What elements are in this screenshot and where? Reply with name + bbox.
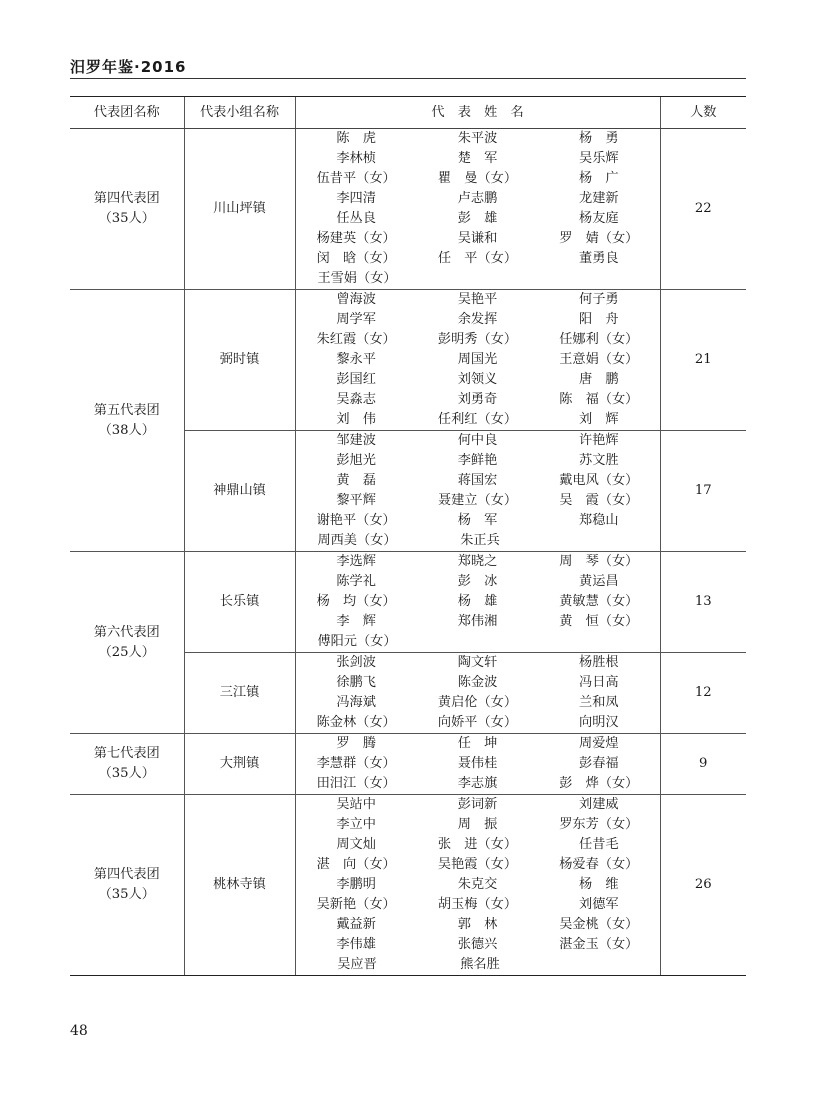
delegate-name: 唐 鹏 [579, 372, 619, 387]
names-line [296, 431, 660, 451]
page-number: 48 [70, 1023, 88, 1039]
delegate-names-cell [295, 290, 660, 431]
names-line [296, 269, 660, 289]
delegate-name: 刘 伟 [336, 412, 376, 427]
delegate-name: 黎永平 [336, 352, 376, 367]
delegate-count-cell: 26 [660, 795, 746, 976]
delegate-name: 彭 冰 [457, 574, 498, 589]
names-line [296, 895, 660, 915]
group-name-cell: 大荆镇 [184, 734, 295, 795]
delegate-name: 董勇良 [579, 251, 619, 266]
delegate-name: 田汨江（女） [316, 776, 396, 791]
delegate-name: 刘领义 [457, 372, 498, 387]
delegate-count-cell: 17 [660, 431, 746, 552]
delegate-name: 傅阳元（女） [317, 634, 397, 649]
delegate-name: 朱克交 [457, 877, 498, 892]
names-line [296, 734, 660, 754]
names-line [296, 875, 660, 895]
delegate-name: 杨 勇 [579, 131, 619, 146]
names-line [296, 471, 660, 491]
delegate-name: 黄 磊 [336, 473, 376, 488]
delegate-name: 郑晓之 [457, 554, 498, 569]
delegate-name: 任 坤 [457, 736, 498, 751]
delegation-size: （35人） [98, 766, 155, 781]
delegate-name: 伍昔平（女） [316, 171, 396, 186]
names-line [296, 673, 660, 693]
delegate-names-cell [295, 552, 660, 653]
names-line [296, 209, 660, 229]
delegate-names-cell [295, 129, 660, 290]
delegate-name: 朱正兵 [460, 533, 500, 548]
delegate-name: 周爱煌 [579, 736, 619, 751]
delegation-size: （35人） [98, 211, 155, 226]
delegate-name: 聂伟桂 [457, 756, 498, 771]
delegate-name: 吴 霞（女） [559, 493, 639, 508]
group-name-cell: 桃林寺镇 [184, 795, 295, 976]
names-line [296, 511, 660, 531]
delegate-name: 杨 维 [579, 877, 619, 892]
names-line [296, 855, 660, 875]
delegate-name: 湛 向（女） [316, 857, 396, 872]
delegate-name: 龙建新 [579, 191, 619, 206]
names-line [296, 129, 660, 149]
names-line [296, 451, 660, 471]
delegation-size: （25人） [98, 644, 155, 660]
names-line [296, 552, 660, 572]
group-name-cell: 神鼎山镇 [184, 431, 295, 552]
delegate-names-cell [295, 734, 660, 795]
delegate-name: 向明汉 [579, 715, 619, 730]
delegate-name: 李立中 [336, 817, 376, 832]
names-line [296, 572, 660, 592]
delegate-name: 黄敏慧（女） [559, 594, 639, 609]
delegate-name: 杨爱春（女） [559, 857, 639, 872]
names-line [296, 370, 660, 390]
table-row [70, 552, 746, 653]
delegation-name: 第五代表团 [93, 402, 160, 418]
names-line [296, 330, 660, 350]
delegate-name: 陈 福（女） [559, 392, 639, 407]
delegate-name: 刘勇奇 [457, 392, 498, 407]
running-head: 汨罗年鉴·2016 [70, 58, 187, 76]
delegate-name: 任娜利（女） [559, 332, 639, 347]
names-line [296, 410, 660, 430]
delegation-size: （38人） [98, 422, 155, 438]
group-name-cell: 长乐镇 [184, 552, 295, 653]
delegate-name: 罗 腾 [336, 736, 376, 751]
delegate-name: 杨建英（女） [316, 231, 396, 246]
names-line [296, 169, 660, 189]
delegate-name: 吴乐辉 [579, 151, 619, 166]
delegate-name: 王意娟（女） [559, 352, 639, 367]
names-line [296, 915, 660, 935]
delegate-name: 李鹏明 [336, 877, 376, 892]
names-line [296, 815, 660, 835]
names-line [296, 713, 660, 733]
delegate-name: 闵 晗（女） [316, 251, 396, 266]
delegate-count-cell: 9 [660, 734, 746, 795]
delegate-name: 黎平辉 [336, 493, 376, 508]
delegation-name-cell [70, 795, 184, 976]
delegate-name: 陈学礼 [336, 574, 376, 589]
header-delegation: 代表团名称 [70, 97, 184, 129]
delegate-count-cell: 22 [660, 129, 746, 290]
delegate-name: 黄启伦（女） [437, 695, 518, 710]
delegate-name: 吴金桃（女） [559, 917, 639, 932]
delegate-name: 吴艳霞（女） [437, 857, 518, 872]
names-line [296, 693, 660, 713]
delegation-name-cell [70, 129, 184, 290]
names-line [296, 290, 660, 310]
delegate-name: 熊名胜 [460, 957, 500, 972]
delegate-name: 刘建威 [579, 797, 619, 812]
delegation-name: 第七代表团 [93, 746, 160, 761]
names-line [296, 835, 660, 855]
delegate-name: 郑稳山 [579, 513, 619, 528]
names-line [296, 149, 660, 169]
delegate-name: 张德兴 [457, 937, 498, 952]
delegate-name: 蒋国宏 [457, 473, 498, 488]
delegate-name: 李鲜艳 [457, 453, 498, 468]
table-row [70, 795, 746, 976]
names-line [296, 189, 660, 209]
delegate-name: 李林桢 [336, 151, 376, 166]
names-line [296, 390, 660, 410]
delegate-name: 陈 虎 [336, 131, 376, 146]
delegate-name: 刘 辉 [579, 412, 619, 427]
delegate-name: 杨 雄 [457, 594, 498, 609]
names-line [296, 310, 660, 330]
delegate-name: 湛金玉（女） [559, 937, 639, 952]
delegate-name: 吴站中 [336, 797, 376, 812]
header-names: 代 表 姓 名 [295, 97, 660, 129]
names-line [296, 754, 660, 774]
header-count: 人数 [660, 97, 746, 129]
delegate-name: 楚 军 [457, 151, 498, 166]
delegate-name: 吴新艳（女） [316, 897, 396, 912]
delegate-name: 卢志鹏 [457, 191, 498, 206]
delegate-name: 朱平波 [457, 131, 498, 146]
delegate-name: 苏文胜 [579, 453, 619, 468]
delegate-name: 刘德军 [579, 897, 619, 912]
delegate-name: 李伟雄 [336, 937, 376, 952]
delegate-names-cell [295, 795, 660, 976]
delegation-name-cell [70, 290, 184, 552]
names-line [296, 653, 660, 673]
delegate-name: 何子勇 [579, 292, 619, 307]
delegate-name: 吴谦和 [457, 231, 498, 246]
delegate-name: 胡玉梅（女） [437, 897, 518, 912]
delegate-name: 彭明秀（女） [437, 332, 518, 347]
delegate-name: 陈金波 [457, 675, 498, 690]
header-group: 代表小组名称 [184, 97, 295, 129]
names-line [296, 350, 660, 370]
delegate-name: 李慧群（女） [316, 756, 396, 771]
delegate-name: 李选辉 [336, 554, 376, 569]
names-line [296, 229, 660, 249]
delegate-name: 阳 舟 [579, 312, 619, 327]
names-line [296, 774, 660, 794]
delegate-name: 李 辉 [336, 614, 376, 629]
group-name-cell: 三江镇 [184, 653, 295, 734]
delegate-name: 周 振 [457, 817, 498, 832]
table-row [70, 129, 746, 290]
delegate-name: 李四清 [336, 191, 376, 206]
delegate-name: 张剑波 [336, 655, 376, 670]
delegate-count-cell: 21 [660, 290, 746, 431]
delegate-name: 杨 军 [457, 513, 498, 528]
group-name-cell: 川山坪镇 [184, 129, 295, 290]
delegate-name: 许艳辉 [579, 433, 619, 448]
delegate-name: 王雪娟（女） [317, 271, 397, 286]
delegate-name: 余发挥 [457, 312, 498, 327]
group-name-cell: 弼时镇 [184, 290, 295, 431]
delegate-name: 彭 雄 [457, 211, 498, 226]
delegate-name: 彭旭光 [336, 453, 376, 468]
delegate-name: 周文灿 [336, 837, 376, 852]
delegate-name: 罗东芳（女） [559, 817, 639, 832]
delegate-name: 杨胜根 [579, 655, 619, 670]
delegation-name: 第六代表团 [93, 624, 160, 640]
delegate-name: 谢艳平（女） [316, 513, 396, 528]
delegate-name: 聂建立（女） [437, 493, 518, 508]
delegate-name: 戴益新 [336, 917, 376, 932]
header-rule [70, 78, 746, 79]
delegate-name: 任利红（女） [437, 412, 518, 427]
delegate-name: 吴艳平 [457, 292, 498, 307]
delegate-name: 杨友庭 [579, 211, 619, 226]
delegate-name: 周西美（女） [317, 533, 397, 548]
delegate-count-cell: 13 [660, 552, 746, 653]
delegate-name: 陶文轩 [457, 655, 498, 670]
delegate-name: 向娇平（女） [437, 715, 518, 730]
delegate-name: 彭国红 [336, 372, 376, 387]
delegate-name: 郑伟湘 [457, 614, 498, 629]
delegate-names-cell [295, 653, 660, 734]
names-line [296, 955, 660, 975]
delegate-name: 冯日高 [579, 675, 619, 690]
delegate-name: 郭 林 [457, 917, 498, 932]
delegate-name: 朱红霞（女） [316, 332, 396, 347]
table-row [70, 290, 746, 431]
delegate-name: 瞿 曼（女） [437, 171, 518, 186]
names-line [296, 592, 660, 612]
delegate-name: 邹建波 [336, 433, 376, 448]
delegate-name: 任 平（女） [437, 251, 518, 266]
names-line [296, 249, 660, 269]
delegate-name: 何中良 [457, 433, 498, 448]
delegate-name: 杨 均（女） [316, 594, 396, 609]
delegate-name: 曾海波 [336, 292, 376, 307]
delegate-name: 黄 恒（女） [559, 614, 639, 629]
delegate-names-cell [295, 431, 660, 552]
names-line [296, 935, 660, 955]
delegate-name: 李志旗 [457, 776, 498, 791]
delegate-name: 周国光 [457, 352, 498, 367]
delegation-name-cell [70, 734, 184, 795]
delegate-name: 彭春福 [579, 756, 619, 771]
table-header-row [70, 97, 746, 129]
delegate-name: 陈金林（女） [316, 715, 396, 730]
names-line [296, 795, 660, 815]
delegate-name: 任昔毛 [579, 837, 619, 852]
delegation-name: 第四代表团 [93, 191, 160, 206]
roster-body [70, 129, 746, 976]
delegate-name: 张 进（女） [437, 837, 518, 852]
delegate-name: 冯海斌 [336, 695, 376, 710]
table-row [70, 734, 746, 795]
delegate-name: 徐鹏飞 [336, 675, 376, 690]
delegate-name: 彭词新 [457, 797, 498, 812]
delegate-name: 任丛良 [336, 211, 376, 226]
delegate-name: 周 琴（女） [559, 554, 639, 569]
names-line [296, 491, 660, 511]
names-line [296, 531, 660, 551]
delegate-count-cell: 12 [660, 653, 746, 734]
delegate-name: 吴淼志 [336, 392, 376, 407]
delegate-roster-table [70, 96, 746, 976]
delegation-name: 第四代表团 [93, 867, 160, 882]
delegate-name: 彭 烨（女） [559, 776, 639, 791]
delegation-size: （35人） [98, 887, 155, 902]
delegation-name-cell [70, 552, 184, 734]
delegate-name: 吴应晋 [337, 957, 377, 972]
names-line [296, 612, 660, 632]
delegate-name: 兰和凤 [579, 695, 619, 710]
delegate-name: 黄运昌 [579, 574, 619, 589]
delegate-name: 戴电风（女） [559, 473, 639, 488]
delegate-name: 杨 广 [579, 171, 619, 186]
delegate-name: 罗 婧（女） [559, 231, 639, 246]
delegate-name: 周学军 [336, 312, 376, 327]
names-line [296, 632, 660, 652]
